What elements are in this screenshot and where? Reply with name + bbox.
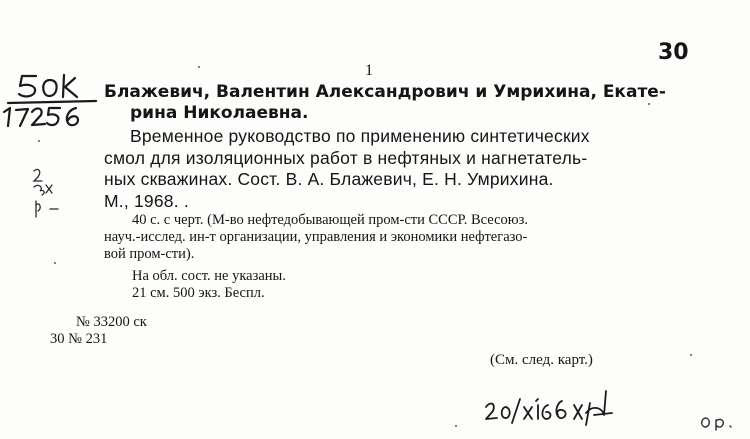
handwritten-corner-note: [698, 410, 738, 432]
note-line: 21 см. 500 экз. Беспл.: [132, 285, 265, 301]
speck: [198, 66, 200, 68]
title-statement: [104, 126, 704, 212]
speck: [455, 425, 457, 427]
speck: [54, 262, 56, 264]
author-line-1: Блажевич, Валентин Александрович и Умрихина, Екате-: [104, 82, 666, 102]
catalog-codes: [50, 314, 147, 348]
speck: [648, 103, 650, 105]
note-line: На обл. сост. не указаны.: [132, 268, 286, 284]
collation-line: вой пром-сти).: [104, 246, 195, 262]
handwritten-call-number: [0, 70, 112, 128]
handwritten-date-note: [482, 385, 622, 431]
title-line: ных скважинах. Сост. В. А. Блажевич, Е. Н. Умрихина.: [104, 169, 554, 189]
collation-statement: [104, 212, 704, 263]
sequence-mark: 1: [365, 62, 373, 79]
collation-line: 40 с. с черт. (М-во нефтедобывающей пром-сти СССР. Всесоюз.: [132, 212, 528, 228]
title-line: М., 1968. .: [104, 190, 189, 211]
handwritten-margin-mark: [30, 165, 90, 227]
continued-note: (См. след. карт.): [490, 352, 593, 368]
order-code: № 33200 ск: [76, 314, 147, 330]
author-heading: [104, 82, 704, 124]
collation-line: науч.-исслед. ин-т организации, управления и экономики нефтегазо-: [104, 229, 528, 245]
author-line-2: рина Николаевна.: [130, 103, 309, 123]
title-line: Временное руководство по применению синтетических: [130, 126, 590, 146]
title-line: смол для изоляционных работ в нефтяных и нагнетатель-: [104, 147, 588, 168]
card-code: 30 № 231: [50, 331, 108, 347]
speck: [690, 354, 692, 356]
notes: [132, 268, 632, 302]
speck: [38, 140, 40, 142]
card-number: 30: [658, 40, 689, 65]
